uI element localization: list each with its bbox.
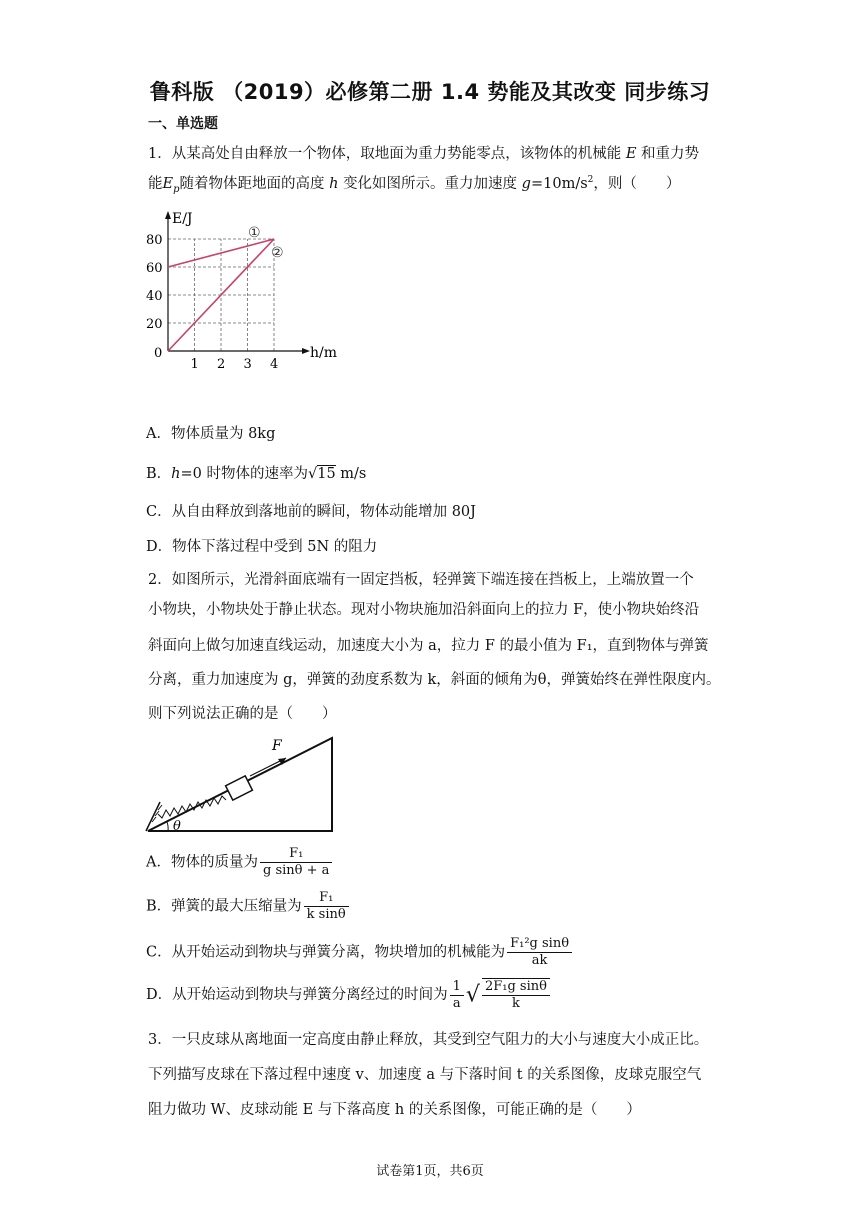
x-tick-label: 1	[190, 357, 199, 372]
y-tick-label: 60	[146, 261, 163, 276]
fraction: $\frac{1}{a}$	[450, 979, 464, 1012]
q3-stem-line2: 下列描写皮球在下落过程中速度 v、加速度 a 与下落时间 t 的关系图像，皮球克服空气	[148, 1067, 702, 1083]
force-label: F	[272, 738, 282, 754]
series-label-1: ①	[248, 225, 261, 241]
x-tick-label: 4	[270, 357, 279, 372]
energy-height-chart	[140, 205, 360, 380]
q2-stem-line4: 分离，重力加速度为 g，弹簧的劲度系数为 k，斜面的倾角为θ，弹簧始终在弹性限度内。	[148, 672, 721, 688]
q2-stem-line5: 则下列说法正确的是（ ）	[148, 706, 337, 722]
sqrt-symbol: √	[465, 982, 480, 1008]
series-label-2: ②	[271, 245, 284, 261]
q2-stem-line1: 2．如图所示，光滑斜面底端有一固定挡板，轻弹簧下端连接在挡板上，上端放置一个	[148, 572, 694, 588]
y-tick-label: 40	[146, 289, 163, 304]
q1-option-d[interactable]: D．物体下落过程中受到 5N 的阻力	[146, 539, 378, 555]
q2-stem-line2: 小物块，小物块处于静止状态。现对小物块施加沿斜面向上的拉力 F，使小物块始终沿	[148, 602, 700, 618]
y-tick-label: 20	[146, 317, 163, 332]
q3-stem-line3: 阻力做功 W、皮球动能 E 与下落高度 h 的关系图像，可能正确的是（ ）	[148, 1102, 641, 1118]
q3-stem-line1: 3．一只皮球从离地面一定高度由静止释放，其受到空气阻力的大小与速度大小成正比。	[148, 1032, 709, 1048]
q2-option-a[interactable]: A．物体的质量为 $\frac{\text{F₁}}{\text{g sinθ + a}}$	[146, 846, 334, 879]
document-title: 鲁科版 （2019）必修第二册 1.4 势能及其改变 同步练习	[149, 80, 711, 104]
incline-spring-diagram	[140, 730, 340, 840]
x-tick-label: 2	[217, 357, 226, 372]
q1-option-c[interactable]: C．从自由释放到落地前的瞬间，物体动能增加 80J	[146, 504, 476, 520]
sqrt-symbol: √	[307, 466, 318, 482]
y-tick-label: 80	[146, 233, 163, 248]
x-tick-label: 3	[243, 357, 252, 372]
origin-label: 0	[154, 346, 163, 361]
spring	[158, 796, 226, 818]
angle-arc	[167, 822, 168, 831]
q2-option-b[interactable]: B．弹簧的最大压缩量为 $\frac{\text{F₁}}{\text{k sinθ}}$	[146, 890, 351, 923]
x-axis-arrow	[302, 348, 310, 354]
q1-stem-line1: 1．从某高处自由释放一个物体，取地面为重力势能零点，该物体的机械能 E 和重力势	[148, 146, 700, 162]
fraction: $\frac{\text{F₁}}{\text{k sinθ}}$	[304, 890, 349, 923]
q1-stem-line2: 能$E_p$随着物体距地面的高度 h 变化如图所示。重力加速度 $g=10m/s^2$，则（ ）	[148, 175, 681, 195]
angle-label: θ	[173, 819, 181, 834]
fraction: $\frac{\text{2F₁g sinθ}}{k}$	[482, 978, 550, 1012]
y-axis-label: E/J	[172, 211, 193, 227]
q2-stem-line3: 斜面向上做匀加速直线运动，加速度大小为 a，拉力 F 的最小值为 F₁，直到物体与弹簧	[148, 638, 709, 654]
q1-option-a[interactable]: A．物体质量为 8kg	[146, 426, 276, 442]
section-heading: 一、单选题	[148, 116, 218, 132]
q2-option-c[interactable]: C．从开始运动到物块与弹簧分离，物块增加的机械能为 $\frac{\text{F₁²g sinθ}}{ak}$	[146, 936, 574, 969]
q1-option-b[interactable]: B．h=0 时物体的速率为√15 m/s	[146, 466, 367, 482]
fraction: $\frac{\text{F₁²g sinθ}}{ak}$	[507, 936, 572, 969]
y-axis-arrow	[165, 211, 171, 219]
page-footer: 试卷第1页，共6页	[376, 1164, 484, 1179]
fraction: $\frac{\text{F₁}}{\text{g sinθ + a}}$	[260, 846, 332, 879]
x-axis-label: h/m	[310, 345, 338, 361]
q2-option-d[interactable]: D．从开始运动到物块与弹簧分离经过的时间为 $\frac{1}{a}$ √ $\frac{\text{2F₁g sinθ}}{k}$	[146, 978, 552, 1012]
